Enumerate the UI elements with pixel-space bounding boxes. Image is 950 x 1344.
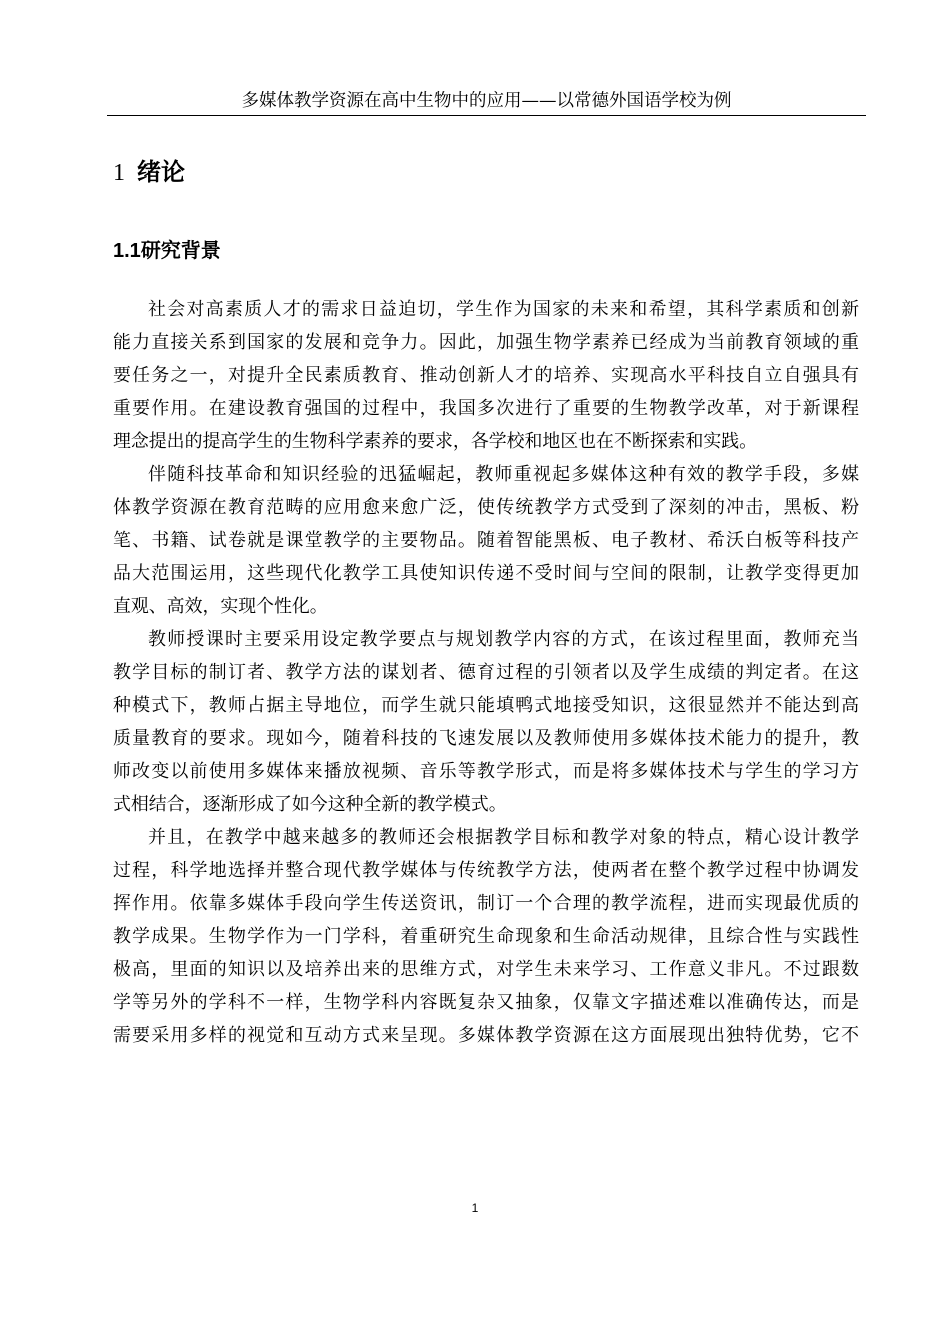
text-line: 社会对高素质人才的需求日益迫切，学生作为国家的未来和希望，其科学素质和创新 [148, 299, 859, 320]
text-line: 体教学资源在教育范畴的应用愈来愈广泛，使传统教学方式受到了深刻的冲击，黑板、粉 [113, 497, 859, 518]
section-title: 研究背景 [140, 238, 221, 262]
section-number: 1.1 [113, 240, 141, 262]
chapter-number: 1 [113, 160, 125, 186]
text-line: 并且，在教学中越来越多的教师还会根据教学目标和教学对象的特点，精心设计教学 [148, 827, 859, 848]
text-line: 教师授课时主要采用设定教学要点与规划教学内容的方式，在该过程里面，教师充当 [148, 629, 859, 650]
text-line: 师改变以前使用多媒体来播放视频、音乐等教学形式，而是将多媒体技术与学生的学习方 [113, 761, 859, 782]
text-line: 能力直接关系到国家的发展和竞争力。因此，加强生物学素养已经成为当前教育领域的重 [113, 332, 859, 353]
text-line: 伴随科技革命和知识经验的迅猛崛起，教师重视起多媒体这种有效的教学手段，多媒 [148, 464, 859, 485]
page-number: 1 [471, 1201, 479, 1215]
running-header: 多媒体教学资源在高中生物中的应用——以常德外国语学校为例 [107, 89, 866, 116]
text-line: 种模式下，教师占据主导地位，而学生就只能填鸭式地接受知识，这很显然并不能达到高 [113, 695, 859, 716]
body-text [113, 293, 859, 1052]
chapter-heading [113, 155, 185, 190]
text-line: 挥作用。依靠多媒体手段向学生传送资讯，制订一个合理的教学流程，进而实现最优质的 [113, 893, 859, 914]
text-line: 品大范围运用，这些现代化教学工具使知识传递不受时间与空间的限制，让教学变得更加 [113, 563, 859, 584]
section-heading [113, 235, 221, 266]
text-line: 教学成果。生物学作为一门学科，着重研究生命现象和生命活动规律，且综合性与实践性 [113, 926, 859, 947]
text-line: 极高，里面的知识以及培养出来的思维方式，对学生未来学习、工作意义非凡。不过跟数 [113, 959, 859, 980]
text-line: 过程，科学地选择并整合现代教学媒体与传统教学方法，使两者在整个教学过程中协调发 [113, 860, 859, 881]
text-line: 笔、书籍、试卷就是课堂教学的主要物品。随着智能黑板、电子教材、希沃白板等科技产 [113, 530, 859, 551]
text-line: 质量教育的要求。现如今，随着科技的飞速发展以及教师使用多媒体技术能力的提升，教 [113, 728, 859, 749]
text-line: 重要作用。在建设教育强国的过程中，我国多次进行了重要的生物教学改革，对于新课程 [113, 398, 859, 419]
text-line: 式相结合，逐渐形成了如今这种全新的教学模式。 [113, 794, 507, 815]
text-line: 需要采用多样的视觉和互动方式来呈现。多媒体教学资源在这方面展现出独特优势，它不 [113, 1025, 859, 1046]
text-line: 直观、高效，实现个性化。 [113, 596, 328, 617]
text-line: 学等另外的学科不一样，生物学科内容既复杂又抽象，仅靠文字描述难以准确传达，而是 [113, 992, 859, 1013]
text-line: 教学目标的制订者、教学方法的谋划者、德育过程的引领者以及学生成绩的判定者。在这 [113, 662, 859, 683]
text-line: 要任务之一，对提升全民素质教育、推动创新人才的培养、实现高水平科技自立自强具有 [113, 365, 859, 386]
chapter-title: 绪论 [137, 157, 185, 186]
text-line: 理念提出的提高学生的生物科学素养的要求，各学校和地区也在不断探索和实践。 [113, 431, 758, 452]
